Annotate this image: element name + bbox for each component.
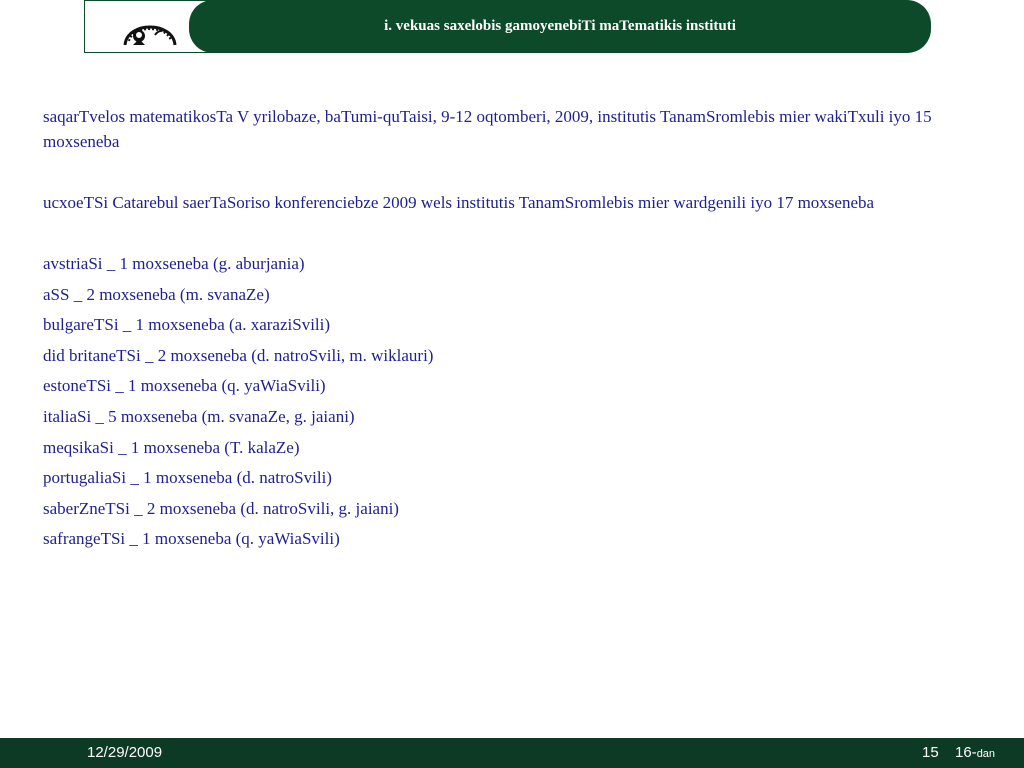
list-item: aSS _ 2 moxseneba (m. svanaZe) [43,284,270,304]
footer-total-suffix: dan [976,748,996,760]
list-item: safrangeTSi _ 1 moxseneba (q. yaWiaSvili) [43,529,340,549]
paragraph-congress: saqarTvelos matematikosTa V yrilobaze, baTumi-quTaisi, 9-12 oqtomberi, 2009, institutis TanamSromlebis mier wakiTxuli iyo 15 moxseneba [43,107,932,151]
slide-content [43,104,943,557]
list-item: avstriaSi _ 1 moxseneba (g. aburjania) [43,254,305,273]
list-item: meqsikaSi _ 1 moxseneba (T. kalaZe) [43,437,300,457]
footer-total [955,744,995,761]
footer-date: 12/29/2009 [87,744,163,761]
list-item: italiaSi _ 5 moxseneba (m. svanaZe, g. jaiani) [43,406,355,426]
list-item: saberZneTSi _ 2 moxseneba (d. natroSvili, g. jaiani) [43,498,399,518]
paragraph-international: ucxoeTSi Catarebul saerTaSoriso konferenciebze 2009 wels institutis TanamSromlebis mier wardgenili iyo 17 moxseneba [43,193,875,212]
header-title: i. vekuas saxelobis gamoyenebiTi maTematikis instituti [384,18,736,34]
footer-bar [0,738,1024,768]
institute-emblem-icon [121,11,179,47]
footer-page-number: 15 [922,744,939,761]
list-item: estoneTSi _ 1 moxseneba (q. yaWiaSvili) [43,376,326,396]
list-item: did britaneTSi _ 2 moxseneba (d. natroSvili, m. wiklauri) [43,345,434,365]
list-item: bulgareTSi _ 1 moxseneba (a. xaraziSvili) [43,315,331,335]
list-item: portugaliaSi _ 1 moxseneba (d. natroSvili) [43,468,332,488]
header-banner [189,0,931,53]
country-list [43,251,943,551]
footer-total-number: 16- [955,744,977,761]
